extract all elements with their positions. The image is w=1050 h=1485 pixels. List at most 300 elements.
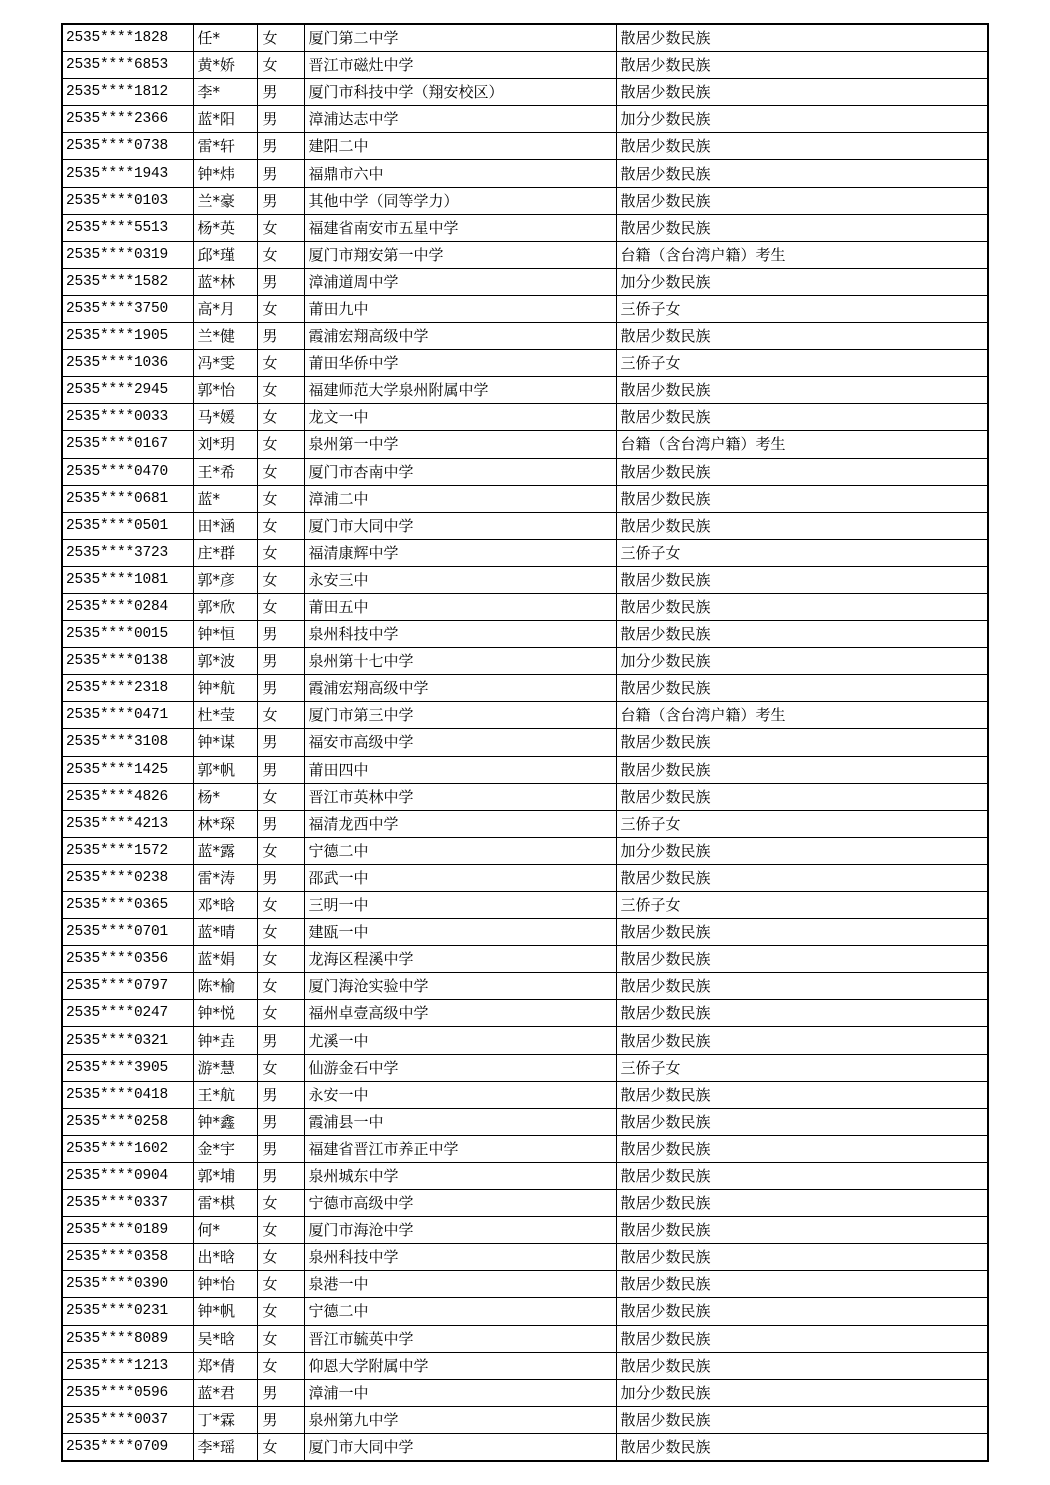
name-cell: 马*媛: [193, 404, 257, 431]
gender-cell: 女: [257, 458, 304, 485]
exam-id-cell: 2535****0390: [62, 1271, 193, 1298]
table-row: [62, 431, 988, 458]
exam-id-cell: 2535****1036: [62, 350, 193, 377]
school-cell: 永安三中: [304, 566, 616, 593]
gender-cell: 男: [257, 106, 304, 133]
name-cell: 邱*瑾: [193, 241, 257, 268]
school-cell: 莆田华侨中学: [304, 350, 616, 377]
gender-cell: 男: [257, 648, 304, 675]
table-row: [62, 539, 988, 566]
gender-cell: 男: [257, 160, 304, 187]
school-cell: 福安市高级中学: [304, 729, 616, 756]
category-cell: 散居少数民族: [616, 79, 988, 106]
exam-id-cell: 2535****0189: [62, 1217, 193, 1244]
gender-cell: 女: [257, 52, 304, 79]
exam-id-cell: 2535****0033: [62, 404, 193, 431]
name-cell: 兰*健: [193, 323, 257, 350]
exam-id-cell: 2535****0701: [62, 919, 193, 946]
category-cell: 散居少数民族: [616, 973, 988, 1000]
exam-id-cell: 2535****0356: [62, 946, 193, 973]
category-cell: 散居少数民族: [616, 1433, 988, 1461]
category-cell: 散居少数民族: [616, 946, 988, 973]
name-cell: 郭*帆: [193, 756, 257, 783]
gender-cell: 男: [257, 810, 304, 837]
school-cell: 三明一中: [304, 892, 616, 919]
category-cell: 台籍（含台湾户籍）考生: [616, 431, 988, 458]
gender-cell: 男: [257, 187, 304, 214]
exam-id-cell: 2535****3108: [62, 729, 193, 756]
exam-id-cell: 2535****0797: [62, 973, 193, 1000]
gender-cell: 女: [257, 241, 304, 268]
category-cell: 三侨子女: [616, 892, 988, 919]
category-cell: 加分少数民族: [616, 837, 988, 864]
school-cell: 宁德市高级中学: [304, 1190, 616, 1217]
gender-cell: 女: [257, 431, 304, 458]
exam-id-cell: 2535****0501: [62, 512, 193, 539]
exam-id-cell: 2535****0284: [62, 593, 193, 620]
gender-cell: 女: [257, 1217, 304, 1244]
table-row: [62, 24, 988, 52]
category-cell: 散居少数民族: [616, 187, 988, 214]
name-cell: 刘*玥: [193, 431, 257, 458]
category-cell: 三侨子女: [616, 1054, 988, 1081]
name-cell: 钟*恒: [193, 621, 257, 648]
category-cell: 散居少数民族: [616, 214, 988, 241]
table-row: [62, 1325, 988, 1352]
school-cell: 尤溪一中: [304, 1027, 616, 1054]
name-cell: 钟*垚: [193, 1027, 257, 1054]
name-cell: 钟*炜: [193, 160, 257, 187]
name-cell: 杨*英: [193, 214, 257, 241]
exam-id-cell: 2535****0470: [62, 458, 193, 485]
table-row: [62, 702, 988, 729]
table-row: [62, 1352, 988, 1379]
gender-cell: 女: [257, 485, 304, 512]
category-cell: 散居少数民族: [616, 1406, 988, 1433]
category-cell: 散居少数民族: [616, 1162, 988, 1189]
table-row: [62, 485, 988, 512]
name-cell: 任*: [193, 24, 257, 52]
exam-id-cell: 2535****0231: [62, 1298, 193, 1325]
name-cell: 钟*航: [193, 675, 257, 702]
exam-id-cell: 2535****0015: [62, 621, 193, 648]
exam-id-cell: 2535****0337: [62, 1190, 193, 1217]
school-cell: 厦门海沧实验中学: [304, 973, 616, 1000]
category-cell: 散居少数民族: [616, 323, 988, 350]
school-cell: 泉州第一中学: [304, 431, 616, 458]
gender-cell: 男: [257, 323, 304, 350]
table-row: [62, 756, 988, 783]
name-cell: 郭*埔: [193, 1162, 257, 1189]
gender-cell: 男: [257, 729, 304, 756]
table-row: [62, 268, 988, 295]
gender-cell: 女: [257, 919, 304, 946]
gender-cell: 男: [257, 1162, 304, 1189]
category-cell: 散居少数民族: [616, 485, 988, 512]
school-cell: 厦门市大同中学: [304, 512, 616, 539]
name-cell: 雷*棋: [193, 1190, 257, 1217]
category-cell: 散居少数民族: [616, 864, 988, 891]
gender-cell: 男: [257, 133, 304, 160]
category-cell: 散居少数民族: [616, 1325, 988, 1352]
exam-id-cell: 2535****0365: [62, 892, 193, 919]
gender-cell: 男: [257, 1108, 304, 1135]
school-cell: 龙海区程溪中学: [304, 946, 616, 973]
school-cell: 仰恩大学附属中学: [304, 1352, 616, 1379]
gender-cell: 男: [257, 1027, 304, 1054]
exam-id-cell: 2535****0471: [62, 702, 193, 729]
name-cell: 雷*轩: [193, 133, 257, 160]
exam-id-cell: 2535****4213: [62, 810, 193, 837]
gender-cell: 女: [257, 295, 304, 322]
name-cell: 庄*群: [193, 539, 257, 566]
table-row: [62, 133, 988, 160]
exam-id-cell: 2535****2945: [62, 377, 193, 404]
category-cell: 散居少数民族: [616, 1271, 988, 1298]
table-row: [62, 52, 988, 79]
category-cell: 台籍（含台湾户籍）考生: [616, 702, 988, 729]
table-row: [62, 919, 988, 946]
gender-cell: 女: [257, 783, 304, 810]
gender-cell: 女: [257, 1352, 304, 1379]
category-cell: 散居少数民族: [616, 1135, 988, 1162]
category-cell: 散居少数民族: [616, 52, 988, 79]
school-cell: 晋江市英林中学: [304, 783, 616, 810]
table-row: [62, 810, 988, 837]
category-cell: 散居少数民族: [616, 566, 988, 593]
exam-id-cell: 2535****2366: [62, 106, 193, 133]
table-row: [62, 566, 988, 593]
table-row: [62, 1081, 988, 1108]
table-row: [62, 295, 988, 322]
roster-body: [62, 24, 988, 1461]
category-cell: 散居少数民族: [616, 593, 988, 620]
exam-id-cell: 2535****1582: [62, 268, 193, 295]
exam-id-cell: 2535****0247: [62, 1000, 193, 1027]
table-row: [62, 1217, 988, 1244]
gender-cell: 男: [257, 1379, 304, 1406]
name-cell: 蓝*: [193, 485, 257, 512]
name-cell: 蓝*君: [193, 1379, 257, 1406]
name-cell: 蓝*娟: [193, 946, 257, 973]
exam-id-cell: 2535****1425: [62, 756, 193, 783]
table-row: [62, 1108, 988, 1135]
name-cell: 钟*鑫: [193, 1108, 257, 1135]
exam-id-cell: 2535****3750: [62, 295, 193, 322]
name-cell: 郭*波: [193, 648, 257, 675]
category-cell: 散居少数民族: [616, 404, 988, 431]
name-cell: 冯*雯: [193, 350, 257, 377]
exam-id-cell: 2535****1602: [62, 1135, 193, 1162]
table-row: [62, 323, 988, 350]
table-row: [62, 1298, 988, 1325]
table-row: [62, 675, 988, 702]
exam-id-cell: 2535****0238: [62, 864, 193, 891]
table-row: [62, 593, 988, 620]
exam-id-cell: 2535****1828: [62, 24, 193, 52]
exam-id-cell: 2535****0681: [62, 485, 193, 512]
name-cell: 金*宇: [193, 1135, 257, 1162]
name-cell: 雷*涛: [193, 864, 257, 891]
table-row: [62, 160, 988, 187]
school-cell: 霞浦宏翔高级中学: [304, 323, 616, 350]
table-row: [62, 1244, 988, 1271]
table-row: [62, 187, 988, 214]
category-cell: 加分少数民族: [616, 648, 988, 675]
category-cell: 散居少数民族: [616, 621, 988, 648]
gender-cell: 女: [257, 1244, 304, 1271]
school-cell: 泉州第九中学: [304, 1406, 616, 1433]
exam-id-cell: 2535****6853: [62, 52, 193, 79]
name-cell: 钟*帆: [193, 1298, 257, 1325]
name-cell: 王*航: [193, 1081, 257, 1108]
name-cell: 钟*谋: [193, 729, 257, 756]
gender-cell: 女: [257, 1054, 304, 1081]
category-cell: 三侨子女: [616, 350, 988, 377]
school-cell: 漳浦道周中学: [304, 268, 616, 295]
table-row: [62, 729, 988, 756]
gender-cell: 女: [257, 1000, 304, 1027]
category-cell: 散居少数民族: [616, 1027, 988, 1054]
gender-cell: 女: [257, 1433, 304, 1461]
school-cell: 霞浦县一中: [304, 1108, 616, 1135]
gender-cell: 女: [257, 539, 304, 566]
school-cell: 泉州城东中学: [304, 1162, 616, 1189]
exam-id-cell: 2535****1081: [62, 566, 193, 593]
exam-id-cell: 2535****0709: [62, 1433, 193, 1461]
category-cell: 散居少数民族: [616, 919, 988, 946]
gender-cell: 女: [257, 1325, 304, 1352]
table-row: [62, 783, 988, 810]
exam-id-cell: 2535****3723: [62, 539, 193, 566]
name-cell: 郭*彦: [193, 566, 257, 593]
name-cell: 高*月: [193, 295, 257, 322]
gender-cell: 女: [257, 1298, 304, 1325]
category-cell: 散居少数民族: [616, 458, 988, 485]
name-cell: 吴*晗: [193, 1325, 257, 1352]
table-row: [62, 973, 988, 1000]
table-row: [62, 946, 988, 973]
school-cell: 仙游金石中学: [304, 1054, 616, 1081]
table-row: [62, 1135, 988, 1162]
gender-cell: 女: [257, 973, 304, 1000]
exam-id-cell: 2535****0321: [62, 1027, 193, 1054]
exam-id-cell: 2535****0258: [62, 1108, 193, 1135]
school-cell: 晋江市毓英中学: [304, 1325, 616, 1352]
gender-cell: 女: [257, 837, 304, 864]
school-cell: 霞浦宏翔高级中学: [304, 675, 616, 702]
name-cell: 蓝*阳: [193, 106, 257, 133]
exam-id-cell: 2535****1905: [62, 323, 193, 350]
school-cell: 漳浦二中: [304, 485, 616, 512]
school-cell: 宁德二中: [304, 1298, 616, 1325]
school-cell: 厦门第二中学: [304, 24, 616, 52]
table-row: [62, 1027, 988, 1054]
exam-id-cell: 2535****3905: [62, 1054, 193, 1081]
table-row: [62, 1406, 988, 1433]
category-cell: 散居少数民族: [616, 756, 988, 783]
school-cell: 厦门市海沧中学: [304, 1217, 616, 1244]
name-cell: 钟*悦: [193, 1000, 257, 1027]
table-row: [62, 1190, 988, 1217]
gender-cell: 女: [257, 1190, 304, 1217]
exam-id-cell: 2535****0138: [62, 648, 193, 675]
category-cell: 散居少数民族: [616, 675, 988, 702]
exam-id-cell: 2535****2318: [62, 675, 193, 702]
category-cell: 散居少数民族: [616, 1298, 988, 1325]
name-cell: 郑*倩: [193, 1352, 257, 1379]
category-cell: 散居少数民族: [616, 160, 988, 187]
school-cell: 泉州第十七中学: [304, 648, 616, 675]
name-cell: 蓝*晴: [193, 919, 257, 946]
exam-id-cell: 2535****0103: [62, 187, 193, 214]
gender-cell: 男: [257, 756, 304, 783]
gender-cell: 男: [257, 1135, 304, 1162]
exam-id-cell: 2535****1812: [62, 79, 193, 106]
student-roster-table: [61, 23, 989, 1462]
category-cell: 散居少数民族: [616, 512, 988, 539]
gender-cell: 女: [257, 566, 304, 593]
category-cell: 散居少数民族: [616, 377, 988, 404]
school-cell: 建瓯一中: [304, 919, 616, 946]
category-cell: 三侨子女: [616, 539, 988, 566]
school-cell: 福建师范大学泉州附属中学: [304, 377, 616, 404]
name-cell: 丁*霖: [193, 1406, 257, 1433]
name-cell: 黄*娇: [193, 52, 257, 79]
school-cell: 泉州科技中学: [304, 1244, 616, 1271]
name-cell: 兰*豪: [193, 187, 257, 214]
school-cell: 龙文一中: [304, 404, 616, 431]
school-cell: 莆田四中: [304, 756, 616, 783]
school-cell: 厦门市大同中学: [304, 1433, 616, 1461]
gender-cell: 女: [257, 892, 304, 919]
category-cell: 散居少数民族: [616, 1081, 988, 1108]
school-cell: 莆田五中: [304, 593, 616, 620]
exam-id-cell: 2535****1213: [62, 1352, 193, 1379]
gender-cell: 男: [257, 1081, 304, 1108]
school-cell: 福清康辉中学: [304, 539, 616, 566]
table-row: [62, 864, 988, 891]
gender-cell: 男: [257, 79, 304, 106]
table-row: [62, 512, 988, 539]
category-cell: 三侨子女: [616, 810, 988, 837]
gender-cell: 女: [257, 512, 304, 539]
school-cell: 厦门市杏南中学: [304, 458, 616, 485]
school-cell: 宁德二中: [304, 837, 616, 864]
name-cell: 蓝*林: [193, 268, 257, 295]
table-row: [62, 377, 988, 404]
gender-cell: 女: [257, 1271, 304, 1298]
school-cell: 晋江市磁灶中学: [304, 52, 616, 79]
category-cell: 三侨子女: [616, 295, 988, 322]
school-cell: 其他中学（同等学力）: [304, 187, 616, 214]
exam-id-cell: 2535****0596: [62, 1379, 193, 1406]
school-cell: 福州卓壹高级中学: [304, 1000, 616, 1027]
exam-id-cell: 2535****0904: [62, 1162, 193, 1189]
table-row: [62, 1433, 988, 1461]
exam-id-cell: 2535****1572: [62, 837, 193, 864]
exam-id-cell: 2535****0167: [62, 431, 193, 458]
category-cell: 散居少数民族: [616, 24, 988, 52]
name-cell: 杜*莹: [193, 702, 257, 729]
name-cell: 邓*晗: [193, 892, 257, 919]
gender-cell: 男: [257, 1406, 304, 1433]
category-cell: 散居少数民族: [616, 783, 988, 810]
gender-cell: 男: [257, 621, 304, 648]
gender-cell: 女: [257, 593, 304, 620]
school-cell: 厦门市第三中学: [304, 702, 616, 729]
category-cell: 加分少数民族: [616, 1379, 988, 1406]
gender-cell: 男: [257, 864, 304, 891]
gender-cell: 女: [257, 350, 304, 377]
gender-cell: 女: [257, 377, 304, 404]
table-row: [62, 1379, 988, 1406]
category-cell: 散居少数民族: [616, 729, 988, 756]
category-cell: 台籍（含台湾户籍）考生: [616, 241, 988, 268]
exam-id-cell: 2535****4826: [62, 783, 193, 810]
table-row: [62, 1162, 988, 1189]
category-cell: 散居少数民族: [616, 1352, 988, 1379]
school-cell: 建阳二中: [304, 133, 616, 160]
name-cell: 蓝*露: [193, 837, 257, 864]
table-row: [62, 1054, 988, 1081]
exam-id-cell: 2535****0738: [62, 133, 193, 160]
school-cell: 泉港一中: [304, 1271, 616, 1298]
gender-cell: 女: [257, 24, 304, 52]
gender-cell: 男: [257, 268, 304, 295]
table-row: [62, 106, 988, 133]
school-cell: 福清龙西中学: [304, 810, 616, 837]
table-row: [62, 241, 988, 268]
category-cell: 散居少数民族: [616, 1190, 988, 1217]
name-cell: 钟*怡: [193, 1271, 257, 1298]
category-cell: 散居少数民族: [616, 1000, 988, 1027]
category-cell: 加分少数民族: [616, 268, 988, 295]
category-cell: 散居少数民族: [616, 133, 988, 160]
school-cell: 泉州科技中学: [304, 621, 616, 648]
category-cell: 散居少数民族: [616, 1244, 988, 1271]
school-cell: 邵武一中: [304, 864, 616, 891]
table-row: [62, 350, 988, 377]
name-cell: 郭*怡: [193, 377, 257, 404]
exam-id-cell: 2535****1943: [62, 160, 193, 187]
gender-cell: 女: [257, 702, 304, 729]
school-cell: 莆田九中: [304, 295, 616, 322]
name-cell: 陈*榆: [193, 973, 257, 1000]
table-row: [62, 621, 988, 648]
table-row: [62, 892, 988, 919]
category-cell: 散居少数民族: [616, 1217, 988, 1244]
school-cell: 厦门市翔安第一中学: [304, 241, 616, 268]
exam-id-cell: 2535****8089: [62, 1325, 193, 1352]
gender-cell: 女: [257, 214, 304, 241]
name-cell: 出*晗: [193, 1244, 257, 1271]
table-row: [62, 1000, 988, 1027]
school-cell: 漳浦达志中学: [304, 106, 616, 133]
school-cell: 福鼎市六中: [304, 160, 616, 187]
category-cell: 散居少数民族: [616, 1108, 988, 1135]
table-row: [62, 1271, 988, 1298]
table-row: [62, 458, 988, 485]
gender-cell: 女: [257, 946, 304, 973]
school-cell: 福建省晋江市养正中学: [304, 1135, 616, 1162]
category-cell: 加分少数民族: [616, 106, 988, 133]
table-row: [62, 837, 988, 864]
school-cell: 永安一中: [304, 1081, 616, 1108]
name-cell: 田*涵: [193, 512, 257, 539]
table-row: [62, 648, 988, 675]
gender-cell: 女: [257, 404, 304, 431]
